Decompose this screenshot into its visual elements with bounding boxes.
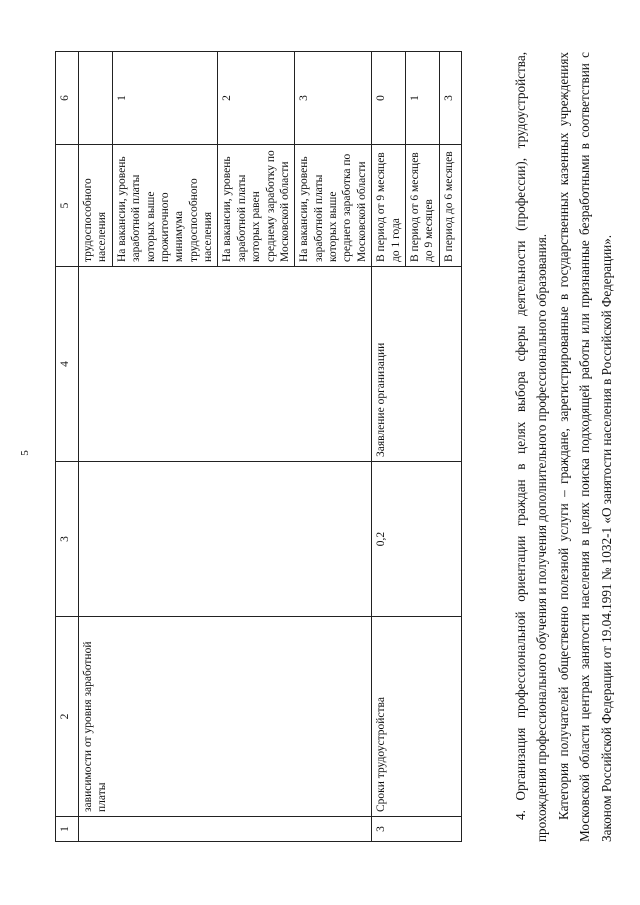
score-cell: 0	[372, 52, 406, 145]
condition-cell: На вакансии, уровень заработной платы которых выше прожиточного минимума трудоспособного населения	[112, 145, 218, 267]
header-cell: 1	[56, 817, 79, 842]
condition-cell: В период от 9 месяцев до 1 года	[372, 145, 406, 267]
criterion-cell: зависимости от уровня заработной платы	[79, 617, 372, 817]
score-cell: 1	[405, 52, 439, 145]
score-cell: 3	[295, 52, 372, 145]
condition-cell: В период от 6 месяцев до 9 месяцев	[405, 145, 439, 267]
condition-cell: На вакансии, уровень заработной платы которых выше среднего заработка по Московской области	[295, 145, 372, 267]
score-cell: 1	[112, 52, 218, 145]
header-cell: 5	[56, 145, 79, 267]
header-cell: 3	[56, 462, 79, 617]
page-number: 5	[18, 450, 31, 456]
header-cell: 6	[56, 52, 79, 145]
score-cell: 3	[439, 52, 461, 145]
row-number-cell: 3	[372, 817, 462, 842]
header-cell: 2	[56, 617, 79, 817]
body-text	[510, 52, 617, 842]
score-cell: 2	[218, 52, 295, 145]
paragraph-recipients: Категория получателей общественно полезной услуги – граждане, зарегистрированные в государственных казенных учреждениях Московской области центрах занятости населения в целях поиска подходящей работы или признанные безработными в соответствии с Законом Российской Федерации от 19.04.1991 № 1032-1 «О занятости населения в Российской Федерации».	[555, 52, 614, 842]
score-cell	[79, 52, 113, 145]
table-row	[372, 52, 406, 842]
condition-cell: На вакансии, уровень заработной платы которых равен среднему заработку по Московской области	[218, 145, 295, 267]
condition-cell: трудоспособного населения	[79, 145, 113, 267]
source-cell: Заявление организации	[372, 267, 462, 462]
weight-cell	[79, 462, 372, 617]
criteria-table	[55, 51, 462, 842]
header-cell: 4	[56, 267, 79, 462]
row-number-cell	[79, 817, 372, 842]
rotated-page-content	[55, 52, 615, 842]
criterion-cell: Сроки трудоустройства	[372, 617, 462, 817]
condition-cell: В период до 6 месяцев	[439, 145, 461, 267]
weight-cell: 0,2	[372, 462, 462, 617]
table-row	[79, 52, 113, 842]
table-header-row	[56, 52, 79, 842]
source-cell	[79, 267, 372, 462]
paragraph-service: 4. Организация профессиональной ориентации граждан в целях выбора сферы деятельности (профессии), трудоустройства, прохождения профессионального обучения и получения дополнительного профессионального образования.	[513, 52, 550, 842]
